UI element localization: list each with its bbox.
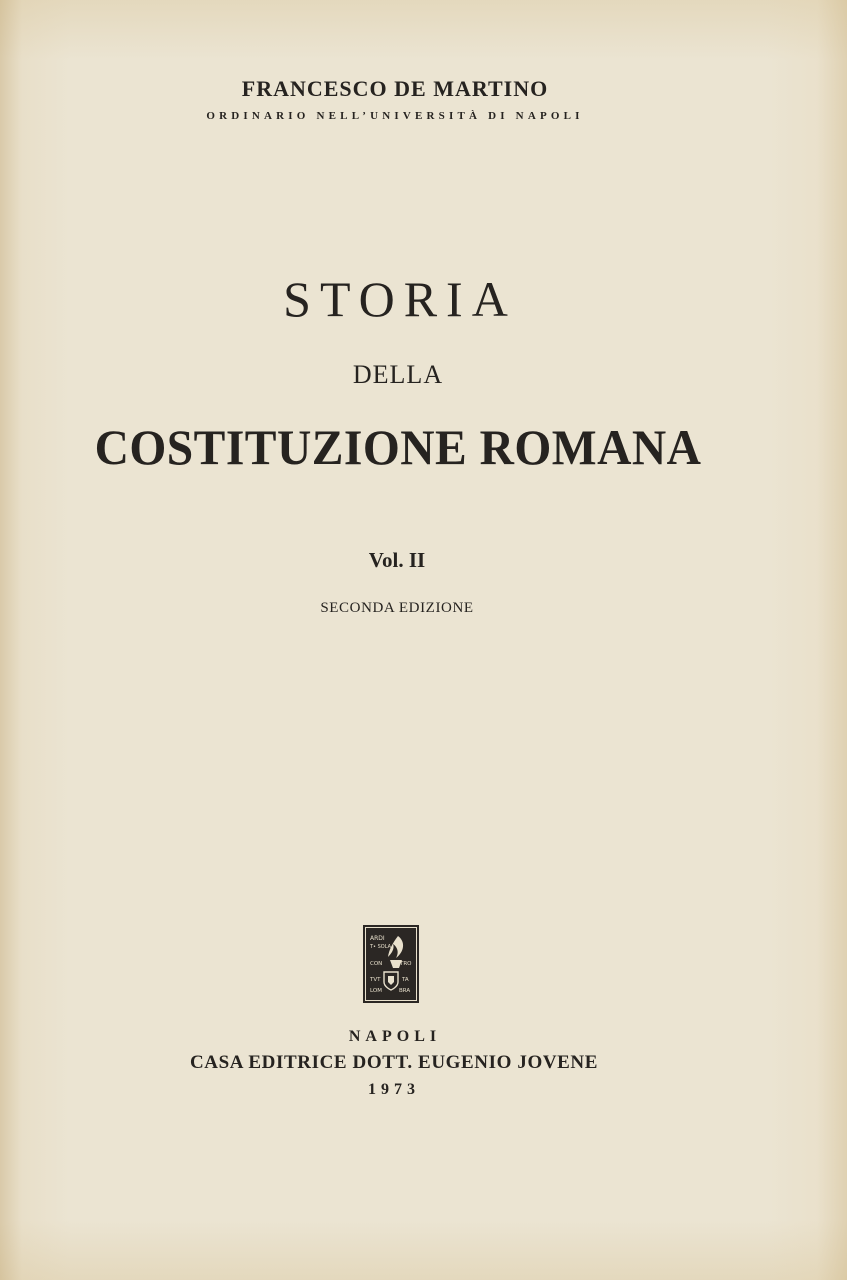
emblem-motto-3: CON [370,961,383,967]
book-title-costituzione-romana: COSTITUZIONE ROMANA [94,419,702,475]
emblem-motto-6: TA [402,977,409,983]
book-title-della: DELLA [352,360,444,389]
publisher-mark-icon [362,924,420,1004]
edition-label: SECONDA EDIZIONE [320,600,474,616]
emblem-motto-1: ARDI [370,935,385,942]
emblem-motto-2: T• SOLA [370,944,392,950]
volume-number: Vol. II [368,548,426,572]
emblem-motto-8: BRA [399,988,411,994]
author-affiliation: ORDINARIO NELL’UNIVERSITÀ DI NAPOLI [206,110,584,122]
emblem-motto-7: LOM [370,988,382,994]
publisher-name: CASA EDITRICE DOTT. EUGENIO JOVENE [189,1052,599,1073]
emblem-motto-5: TVT [370,977,381,983]
emblem-motto-4: TRO [400,961,412,967]
author-name: FRANCESCO DE MARTINO [241,76,549,101]
book-title-storia: STORIA [283,271,517,327]
publication-city: NAPOLI [348,1028,442,1045]
publication-year: 1973 [368,1081,420,1098]
